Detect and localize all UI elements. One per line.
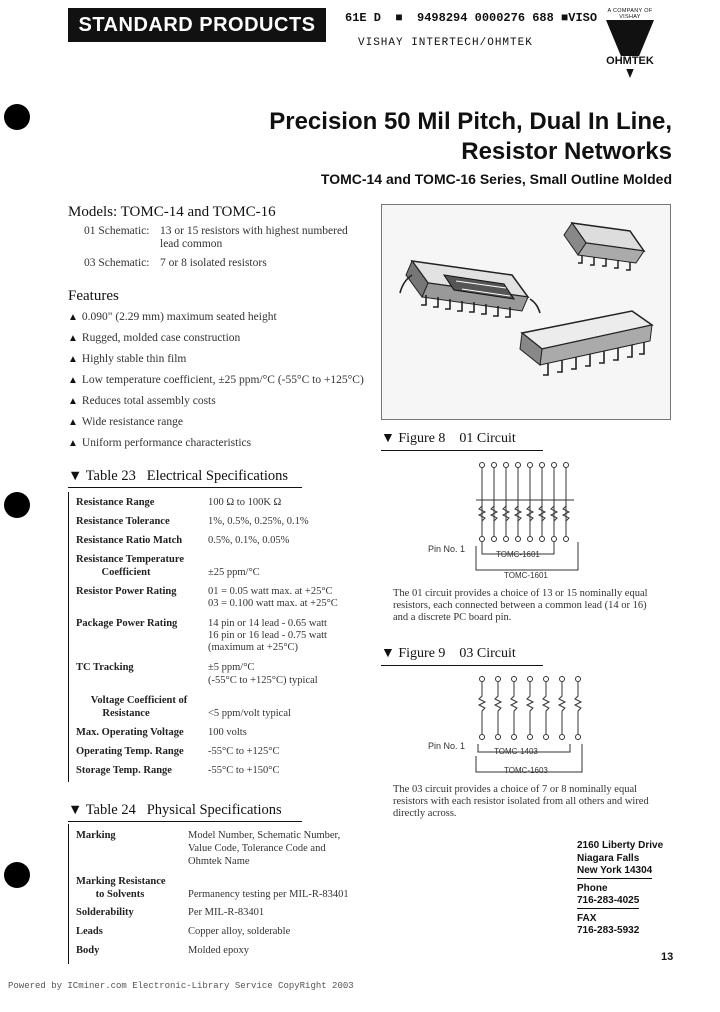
table-row-value: 14 pin or 14 lead - 0.65 watt	[208, 618, 327, 629]
table-row-value: Permanency testing per MIL-R-83401	[188, 889, 349, 900]
footer-copyright: Powered by ICminer.com Electronic-Library Service CopyRight 2003	[8, 981, 354, 991]
page-number: 13	[661, 951, 674, 963]
feature-item: ▲ Reduces total assembly costs	[68, 395, 216, 407]
table-row-value: <5 ppm/volt typical	[208, 708, 291, 719]
triangle-bullet-icon: ▲	[68, 312, 78, 323]
table-row-label: Package Power Rating	[76, 618, 178, 629]
figure-9-title: ▼ Figure 9 03 Circuit	[381, 646, 516, 661]
company-name: VISHAY INTERTECH/OHMTEK	[358, 37, 533, 49]
table-row-value: ±25 ppm/°C	[208, 567, 260, 578]
schematic-01-text: 13 or 15 resistors with highest numbered	[160, 225, 348, 237]
table-row-value-2: 16 pin or 16 lead - 0.75 watt	[208, 630, 327, 641]
table-row-value: Per MIL-R-83401	[188, 907, 265, 918]
table-row-label: Resistance Range	[76, 497, 155, 508]
table-row-label-2: Coefficient	[101, 567, 151, 578]
punch-hole-middle	[4, 492, 30, 518]
table-row-label: Resistance Ratio Match	[76, 535, 183, 546]
page-title-line-1: Precision 50 Mil Pitch, Dual In Line,	[269, 108, 672, 135]
table-row-value-2: Value Code, Tolerance Code and	[188, 843, 326, 854]
figure-8-caption: The 01 circuit provides a choice of 13 or 15 nominally equal	[393, 588, 648, 599]
figure-9-model-label-b: TOMC-1603	[504, 766, 548, 775]
address-block	[577, 840, 663, 938]
triangle-bullet-icon: ▲	[68, 333, 78, 344]
models-heading: Models: TOMC-14 and TOMC-16	[68, 204, 276, 220]
triangle-bullet-icon: ▲	[68, 375, 78, 386]
logo-small-text: A COMPANY OF VISHAY	[607, 8, 653, 20]
figure-8-model-label-b: TOMC-1601	[504, 571, 548, 580]
figure-9-caption-3: directly across.	[393, 808, 457, 819]
figure-8-model-label-a: TOMC-1601	[496, 550, 540, 559]
table-row-value-2: 03 = 0.100 watt max. at +25°C	[208, 598, 338, 609]
table-row-value: Copper alloy, solderable	[188, 926, 291, 937]
table-23-title: ▼ Table 23 Electrical Specifications	[68, 468, 302, 488]
table-row-label: Marking	[76, 830, 116, 841]
triangle-bullet-icon: ▲	[68, 354, 78, 365]
figure-8-caption-2: resistors, each connected between a common lead (14 or 16)	[393, 600, 647, 611]
table-row-label: Body	[76, 945, 100, 956]
feature-item: ▲ Highly stable thin film	[68, 353, 187, 365]
table-row-value: ±5 ppm/°C	[208, 662, 255, 673]
ohmtek-logo	[600, 8, 660, 78]
fax-label: FAX	[577, 912, 597, 924]
chip-package-illustration	[382, 205, 670, 419]
schematic-03-text: 7 or 8 isolated resistors	[160, 257, 267, 269]
table-row-value-3: (maximum at +25°C)	[208, 642, 299, 653]
logo-name: OHMTEK	[606, 55, 654, 67]
table-row-label-2: Resistance	[102, 708, 150, 719]
table-row-label-2: to Solvents	[95, 889, 145, 900]
table-row-label: Solderability	[76, 907, 134, 918]
feature-item: ▲ Wide resistance range	[68, 416, 183, 428]
table-row-value: Model Number, Schematic Number,	[188, 830, 341, 841]
figure-9-caption: The 03 circuit provides a choice of 7 or 8 nominally equal	[393, 784, 638, 795]
features-heading: Features	[68, 288, 119, 304]
figure-8-underline	[381, 450, 543, 451]
table-row-value: -55°C to +150°C	[208, 765, 280, 776]
schematic-03-label: 03 Schematic:	[84, 257, 150, 269]
table-row-label: Resistor Power Rating	[76, 586, 177, 597]
fax-number: 716-283-5932	[577, 925, 640, 936]
table-row-value-2: (-55°C to +125°C) typical	[208, 675, 318, 686]
punch-hole-bottom	[4, 862, 30, 888]
table-row-value: 100 Ω to 100K Ω	[208, 497, 282, 508]
page-subtitle: TOMC-14 and TOMC-16 Series, Small Outline Molded	[320, 171, 672, 187]
feature-item: ▲ Rugged, molded case construction	[68, 332, 241, 344]
table-row-label: Operating Temp. Range	[76, 746, 184, 757]
table-row-label: Leads	[76, 926, 103, 937]
table-24-frame	[68, 824, 69, 964]
figure-8-caption-3: and a discrete PC board pin.	[393, 612, 512, 623]
table-row-label: TC Tracking	[76, 662, 134, 673]
figure-9-underline	[381, 665, 543, 666]
table-row-value: 0.5%, 0.1%, 0.05%	[208, 535, 290, 546]
feature-item: ▲ Low temperature coefficient, ±25 ppm/°C (-55°C to +125°C)	[68, 374, 364, 386]
document-code-line: 61E D ■ 9498294 0000276 688 ■VISO	[345, 11, 598, 25]
triangle-bullet-icon: ▲	[68, 438, 78, 449]
feature-item: ▲ Uniform performance characteristics	[68, 437, 252, 449]
product-photo	[381, 204, 671, 420]
figure-9-caption-2: resistors with each resistor isolated from all others and wired	[393, 796, 649, 807]
feature-item: ▲ 0.090" (2.29 mm) maximum seated height	[68, 311, 277, 323]
figure-9-model-label-a: TOMC-1403	[494, 747, 538, 756]
circuit-01-diagram	[430, 458, 610, 580]
table-row-value: Molded epoxy	[188, 945, 249, 956]
table-row-label: Marking Resistance	[76, 876, 166, 887]
address-street: 2160 Liberty Drive	[577, 840, 664, 851]
schematic-01-label: 01 Schematic:	[84, 225, 150, 237]
figure-8-pin-label: Pin No. 1	[428, 544, 466, 554]
page-title-line-2: Resistor Networks	[461, 138, 672, 165]
table-23-frame	[68, 492, 69, 782]
table-row-label: Voltage Coefficient of	[90, 695, 188, 706]
address-state-zip: New York 14304	[577, 865, 652, 879]
logo-triangle-icon	[600, 18, 660, 80]
table-row-value-3: Ohmtek Name	[188, 856, 250, 867]
table-row-value: -55°C to +125°C	[208, 746, 280, 757]
table-row-label: Storage Temp. Range	[76, 765, 172, 776]
table-row-value: 100 volts	[208, 727, 247, 738]
phone-number: 716-283-4025	[577, 895, 639, 909]
table-row-value: 01 = 0.05 watt max. at +25°C	[208, 586, 333, 597]
triangle-bullet-icon: ▲	[68, 396, 78, 407]
punch-hole-top	[4, 104, 30, 130]
figure-8-title: ▼ Figure 8 01 Circuit	[381, 431, 516, 446]
table-row-value: 1%, 0.5%, 0.25%, 0.1%	[208, 516, 309, 527]
table-row-label: Resistance Tolerance	[76, 516, 170, 527]
triangle-bullet-icon: ▲	[68, 417, 78, 428]
table-row-label: Max. Operating Voltage	[76, 727, 184, 738]
address-city: Niagara Falls	[577, 852, 640, 864]
schematic-01-text-2: lead common	[160, 238, 223, 250]
standard-products-banner: STANDARD PRODUCTS	[68, 8, 326, 42]
table-row-label: Resistance Temperature	[76, 554, 184, 565]
figure-9-pin-label: Pin No. 1	[428, 741, 466, 751]
phone-label: Phone	[577, 882, 608, 894]
table-24-title: ▼ Table 24 Physical Specifications	[68, 802, 302, 822]
